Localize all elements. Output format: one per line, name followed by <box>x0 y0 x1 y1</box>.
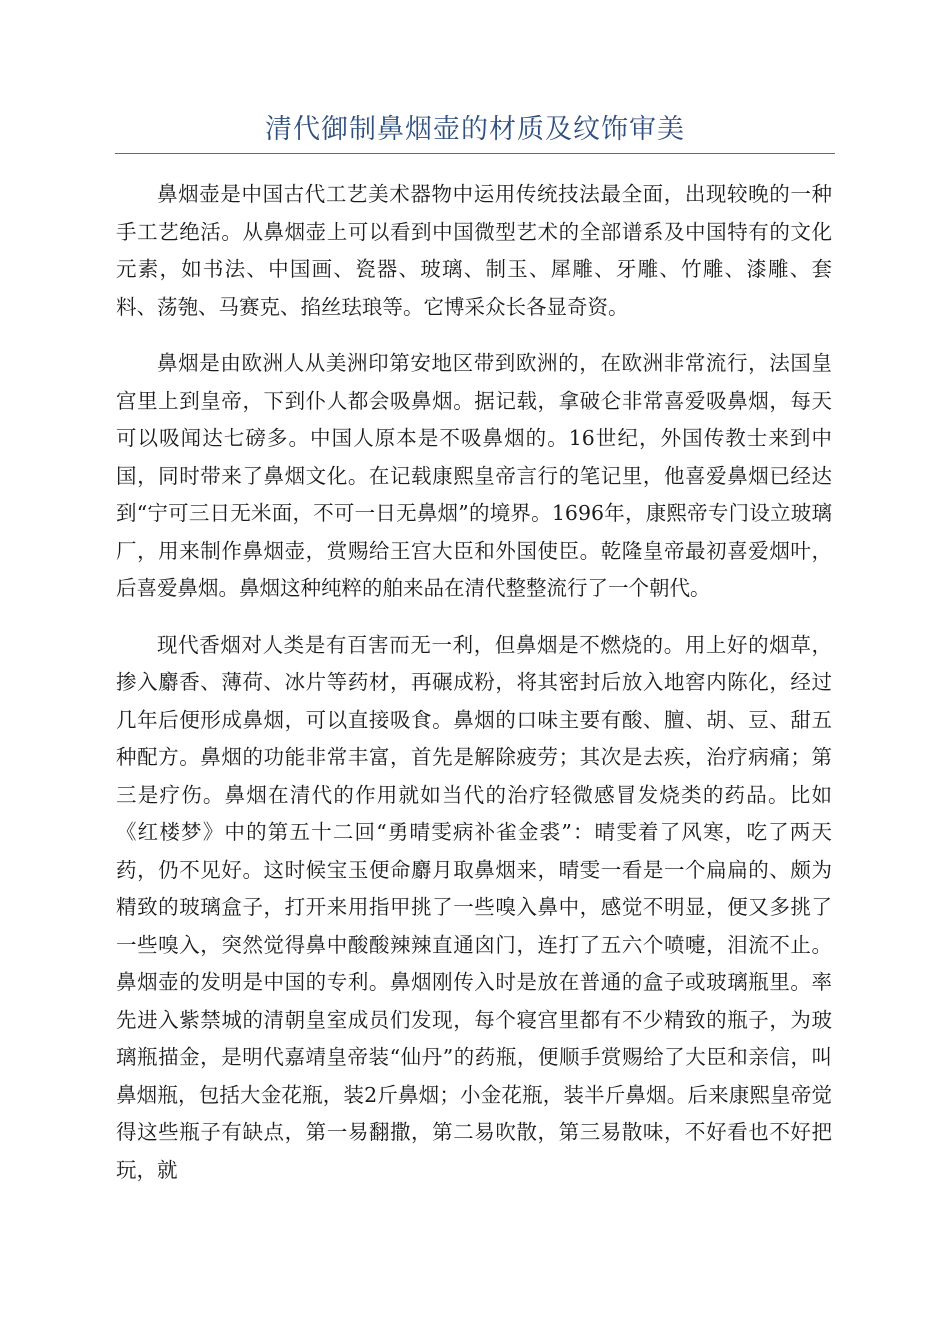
title-underline <box>115 153 835 154</box>
paragraph-1: 鼻烟壶是中国古代工艺美术器物中运用传统技法最全面，出现较晚的一种手工艺绝活。从鼻烟壶上可以看到中国微型艺术的全部谱系及中国特有的文化元素，如书法、中国画、瓷器、玻璃、制玉、犀雕、牙雕、竹雕、漆雕、套料、荡匏、马赛克、掐丝珐琅等。它博采众长各显奇资。 <box>116 182 832 319</box>
document-title: 清代御制鼻烟壶的材质及纹饰审美 <box>265 114 685 145</box>
document-body <box>116 176 832 1208</box>
paragraph-2: 鼻烟是由欧洲人从美洲印第安地区带到欧洲的，在欧洲非常流行，法国皇宫里上到皇帝，下到仆人都会吸鼻烟。据记载，拿破仑非常喜爱吸鼻烟，每天可以吸闻达七磅多。中国人原本是不吸鼻烟的。16世纪，外国传教士来到中国，同时带来了鼻烟文化。在记载康熙皇帝言行的笔记里，他喜爱鼻烟已经达到“宁可三日无米面，不可一日无鼻烟”的境界。1696年，康熙帝专门设立玻璃厂，用来制作鼻烟壶，赏赐给王宫大臣和外国使臣。乾隆皇帝最初喜爱烟叶，后喜爱鼻烟。鼻烟这种纯粹的舶来品在清代整整流行了一个朝代。 <box>116 351 832 600</box>
paragraph-3: 现代香烟对人类是有百害而无一利，但鼻烟是不燃烧的。用上好的烟草，掺入麝香、薄荷、冰片等药材，再碾成粉，将其密封后放入地窖内陈化，经过几年后便形成鼻烟，可以直接吸食。鼻烟的口味主要有酸、膻、胡、豆、甜五种配方。鼻烟的功能非常丰富，首先是解除疲劳；其次是去疾，治疗病痛；第三是疗伤。鼻烟在清代的作用就如当代的治疗轻微感冒发烧类的药品。比如《红楼梦》中的第五十二回“勇晴雯病补雀金裘”：晴雯着了风寒，吃了两天药，仍不见好。这时候宝玉便命麝月取鼻烟来，晴雯一看是一个扁扁的、颇为精致的玻璃盒子，打开来用指甲挑了一些嗅入鼻中，感觉不明显，便又多挑了一些嗅入，突然觉得鼻中酸酸辣辣直通囟门，连打了五六个喷嚏，泪流不止。鼻烟壶的发明是中国的专利。鼻烟刚传入时是放在普通的盒子或玻璃瓶里。率先进入紫禁城的清朝皇室成员们发现，每个寝宫里都有不少精致的瓶子，为玻璃瓶描金，是明代嘉靖皇帝装“仙丹”的药瓶，便顺手赏赐给了大臣和亲信，叫鼻烟瓶，包括大金花瓶，装2斤鼻烟；小金花瓶，装半斤鼻烟。后来康熙皇帝觉得这些瓶子有缺点，第一易翻撒，第二易吹散，第三易散味，不好看也不好把玩，就 <box>116 632 832 1182</box>
